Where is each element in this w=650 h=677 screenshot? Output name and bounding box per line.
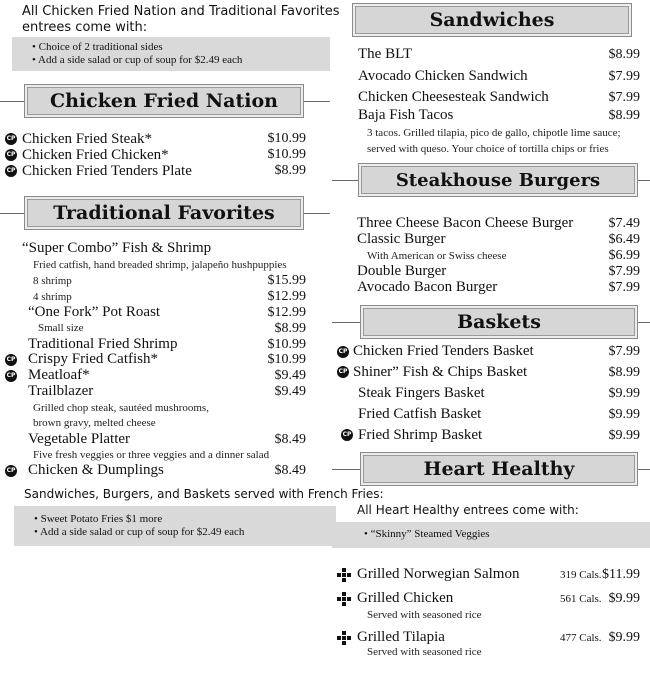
item-price: $8.99 <box>274 321 306 336</box>
item-name: The BLT <box>358 46 413 62</box>
item-name: Vegetable Platter <box>28 431 131 447</box>
item-price: $7.99 <box>608 280 640 295</box>
item-price: $7.49 <box>608 216 640 231</box>
item-name: Traditional Fried Shrimp <box>28 336 178 352</box>
item-price: $7.99 <box>608 344 640 359</box>
item-price: $8.49 <box>274 432 306 447</box>
item-option: With American or Swiss cheese <box>367 250 507 262</box>
item-price: $9.99 <box>608 591 640 606</box>
heart-healthy-icon <box>337 631 351 645</box>
fries-info-box <box>14 506 336 546</box>
intro-bullet: • Add a side salad or cup of soup for $2.49 each <box>32 54 243 66</box>
item-description: served with queso. Your choice of tortilla chips or fries <box>367 143 609 155</box>
item-price: $9.49 <box>274 384 306 399</box>
cp-badge-icon: CP <box>5 370 17 382</box>
section-title-baskets: Baskets <box>360 305 638 339</box>
intro-line-1: All Chicken Fried Nation and Traditional Favorites <box>22 4 340 19</box>
item-price: $10.99 <box>267 337 306 352</box>
fries-note: Sandwiches, Burgers, and Baskets served with French Fries: <box>24 487 384 501</box>
item-name: Chicken Fried Steak* <box>22 131 152 147</box>
item-name: “Super Combo” Fish & Shrimp <box>22 240 212 256</box>
item-price: $9.99 <box>608 428 640 443</box>
item-price: $8.99 <box>274 163 306 178</box>
item-name: Chicken & Dumplings <box>28 462 164 478</box>
item-price: $8.49 <box>274 463 306 478</box>
cp-badge-icon: CP <box>337 366 349 378</box>
item-name: Three Cheese Bacon Cheese Burger <box>357 215 574 231</box>
cp-badge-icon: CP <box>5 165 17 177</box>
intro-info-box <box>12 37 330 71</box>
item-option: 8 shrimp <box>33 275 72 287</box>
item-calories: 561 Cals. <box>560 593 602 605</box>
item-price: $6.49 <box>608 232 640 247</box>
item-option: 4 shrimp <box>33 291 72 303</box>
heart-healthy-icon <box>337 568 351 582</box>
item-name: Double Burger <box>357 263 447 279</box>
item-name: Shiner” Fish & Chips Basket <box>353 364 528 380</box>
item-name: Grilled Tilapia <box>357 629 445 645</box>
item-price: $9.99 <box>608 386 640 401</box>
section-title-traditional-favorites: Traditional Favorites <box>24 196 304 230</box>
item-name: Chicken Fried Chicken* <box>22 147 169 163</box>
section-title-heart-healthy: Heart Healthy <box>360 452 638 486</box>
item-name: Chicken Fried Tenders Plate <box>22 163 192 179</box>
item-price: $7.99 <box>608 264 640 279</box>
item-name: “One Fork” Pot Roast <box>28 304 161 320</box>
heart-healthy-intro: All Heart Healthy entrees come with: <box>357 503 579 517</box>
item-price: $9.99 <box>608 630 640 645</box>
item-price: $8.99 <box>608 365 640 380</box>
item-description: 3 tacos. Grilled tilapia, pico de gallo, chipotle lime sauce; <box>367 127 621 139</box>
item-price: $6.99 <box>608 248 640 263</box>
intro-line-2: entrees come with: <box>22 20 148 35</box>
item-price: $10.99 <box>267 352 306 367</box>
item-name: Fried Shrimp Basket <box>358 427 483 443</box>
cp-badge-icon: CP <box>5 149 17 161</box>
item-name: Chicken Cheesesteak Sandwich <box>358 89 549 105</box>
heart-healthy-info-box <box>332 522 650 548</box>
item-description: Fried catfish, hand breaded shrimp, jalapeño hushpuppies <box>33 259 287 271</box>
item-option: Small size <box>38 322 84 334</box>
item-name: Crispy Fried Catfish* <box>28 351 158 367</box>
item-price: $12.99 <box>267 289 306 304</box>
cp-badge-icon: CP <box>341 429 353 441</box>
item-name: Meatloaf* <box>28 367 90 383</box>
fries-bullet: • Add a side salad or cup of soup for $2.49 each <box>34 526 245 538</box>
item-name: Grilled Chicken <box>357 590 454 606</box>
heart-healthy-bullet: • “Skinny” Steamed Veggies <box>364 528 490 540</box>
item-price: $11.99 <box>602 567 640 582</box>
item-price: $10.99 <box>267 131 306 146</box>
section-title-steakhouse-burgers: Steakhouse Burgers <box>358 163 638 197</box>
item-name: Grilled Norwegian Salmon <box>357 566 520 582</box>
cp-badge-icon: CP <box>337 346 349 358</box>
item-price: $7.99 <box>608 69 640 84</box>
item-name: Avocado Bacon Burger <box>357 279 498 295</box>
intro-bullet: • Choice of 2 traditional sides <box>32 41 163 53</box>
item-price: $15.99 <box>267 273 306 288</box>
item-price: $10.99 <box>267 147 306 162</box>
item-description: Grilled chop steak, sautéed mushrooms, <box>33 402 209 414</box>
item-description: brown gravy, melted cheese <box>33 417 156 429</box>
cp-badge-icon: CP <box>5 354 17 366</box>
item-name: Trailblazer <box>28 383 94 399</box>
item-name: Avocado Chicken Sandwich <box>358 68 528 84</box>
item-name: Classic Burger <box>357 231 446 247</box>
item-price: $7.99 <box>608 90 640 105</box>
item-price: $8.99 <box>608 108 640 123</box>
item-description: Five fresh veggies or three veggies and a dinner salad <box>33 449 270 461</box>
item-description: Served with seasoned rice <box>367 646 482 658</box>
item-calories: 319 Cals. <box>560 569 602 581</box>
cp-badge-icon: CP <box>5 465 17 477</box>
item-name: Steak Fingers Basket <box>358 385 485 401</box>
item-description: Served with seasoned rice <box>367 609 482 621</box>
item-name: Fried Catfish Basket <box>358 406 482 422</box>
item-name: Chicken Fried Tenders Basket <box>353 343 534 359</box>
item-name: Baja Fish Tacos <box>358 107 454 123</box>
item-price: $9.49 <box>274 368 306 383</box>
cp-badge-icon: CP <box>5 133 17 145</box>
section-title-sandwiches: Sandwiches <box>352 3 632 37</box>
item-price: $8.99 <box>608 47 640 62</box>
item-calories: 477 Cals. <box>560 632 602 644</box>
section-title-chicken-fried-nation: Chicken Fried Nation <box>24 84 304 118</box>
fries-bullet: • Sweet Potato Fries $1 more <box>34 513 163 525</box>
item-price: $12.99 <box>267 305 306 320</box>
item-price: $9.99 <box>608 407 640 422</box>
heart-healthy-icon <box>337 592 351 606</box>
